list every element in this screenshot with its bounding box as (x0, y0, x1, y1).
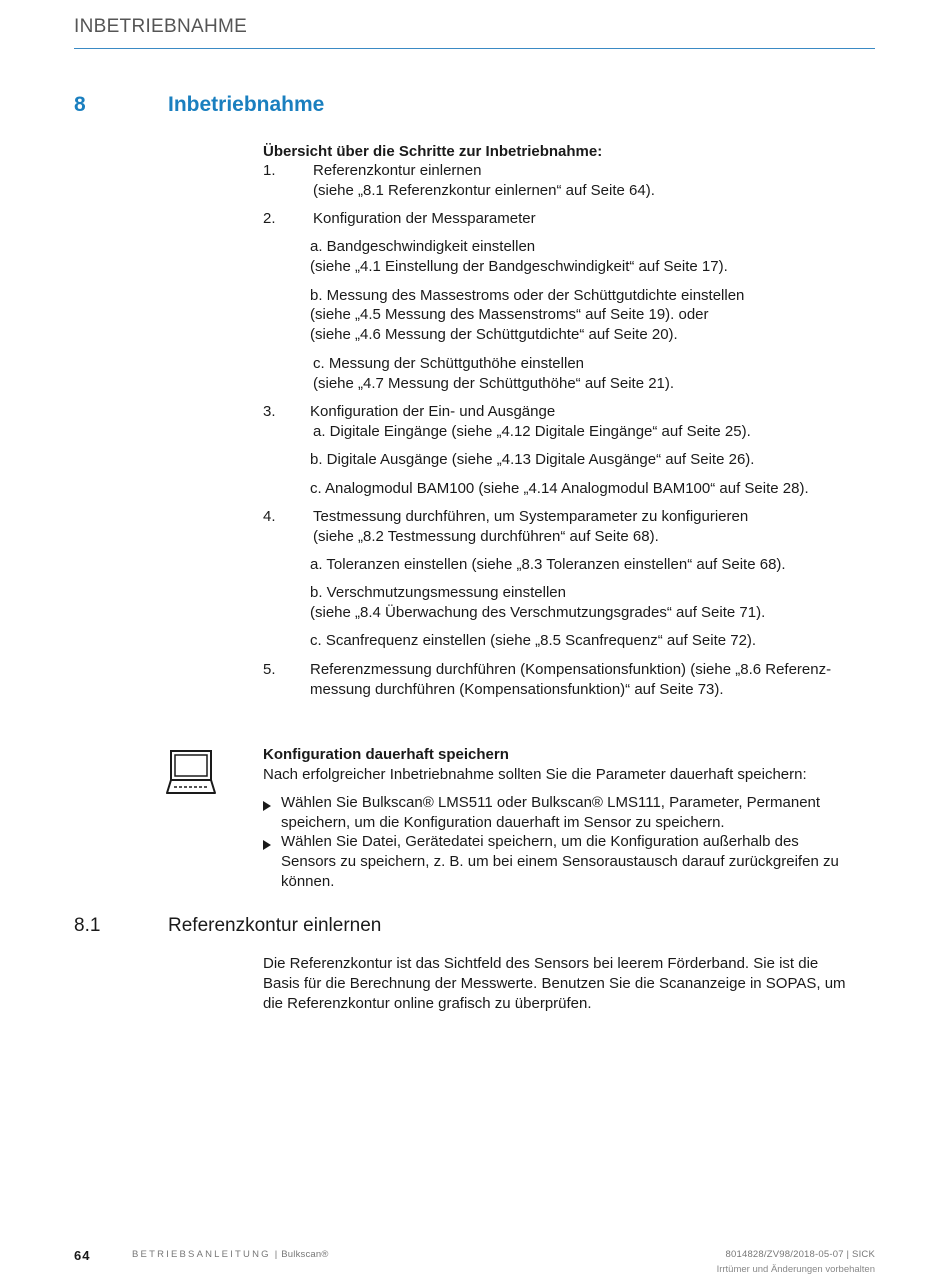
bullet-line: können. (281, 873, 335, 890)
step-line: Testmessung durchführen, um Systemparameter zu konfigurieren (313, 508, 749, 525)
header-rule (74, 48, 875, 49)
footer-product: Bulkscan® (281, 1249, 329, 1260)
paragraph-line: Basis für die Berechnung der Messwerte. Benutzen Sie die Scananzeige in SOPAS, um (263, 975, 846, 992)
page-number: 64 (74, 1248, 91, 1263)
running-header: INBETRIEBNAHME (74, 16, 248, 37)
substep-line: (siehe „4.7 Messung der Schüttguthöhe“ auf Seite 21). (313, 375, 675, 392)
step-line: Referenzmessung durchführen (Kompensationsfunktion) (siehe „8.6 Referenz- (310, 661, 832, 678)
step-number: 2. (263, 210, 276, 227)
step-line: (siehe „8.1 Referenzkontur einlernen“ auf Seite 64). (313, 182, 655, 199)
step-number: 3. (263, 403, 276, 420)
substep-line: c. Scanfrequenz einstellen (siehe „8.5 Scanfrequenz“ auf Seite 72). (310, 632, 757, 649)
step-number: 4. (263, 508, 276, 525)
laptop-icon (166, 749, 216, 797)
save-note-heading: Konfiguration dauerhaft speichern (263, 746, 509, 763)
save-note-intro: Nach erfolgreicher Inbetriebnahme sollten Sie die Parameter dauerhaft speichern: (263, 766, 807, 783)
overview-heading: Übersicht über die Schritte zur Inbetriebnahme: (263, 143, 603, 160)
footer-doc-type: BETRIEBSANLEITUNG (132, 1249, 271, 1260)
paragraph-line: Die Referenzkontur ist das Sichtfeld des Sensors bei leerem Förderband. Sie ist die (263, 955, 819, 972)
substep-line: b. Verschmutzungsmessung einstellen (310, 584, 566, 601)
substep-line: (siehe „8.4 Überwachung des Verschmutzungsgrades“ auf Seite 71). (310, 604, 766, 621)
footer-separator: | (274, 1249, 278, 1260)
step-line: Referenzkontur einlernen (313, 162, 482, 179)
footer-disclaimer: Irrtümer und Änderungen vorbehalten (716, 1264, 875, 1275)
substep-line: a. Toleranzen einstellen (siehe „8.3 Toleranzen einstellen“ auf Seite 68). (310, 556, 786, 573)
step-line: messung durchführen (Kompensationsfunktion)“ auf Seite 73). (310, 681, 724, 698)
footer-document-title (132, 1249, 329, 1260)
chapter-number: 8 (74, 93, 86, 116)
step-line: (siehe „8.2 Testmessung durchführen“ auf Seite 68). (313, 528, 659, 545)
bullet-arrow-icon (263, 837, 271, 855)
step-number: 1. (263, 162, 276, 179)
bullet-arrow-icon (263, 798, 271, 816)
section-title: Referenzkontur einlernen (168, 915, 382, 936)
step-number: 5. (263, 661, 276, 678)
substep-line: (siehe „4.5 Messung des Massenstroms“ auf Seite 19). oder (310, 306, 709, 323)
substep-line: b. Messung des Massestroms oder der Schüttgutdichte einstellen (310, 287, 745, 304)
footer-doc-id: 8014828/ZV98/2018-05-07 | SICK (725, 1249, 875, 1260)
bullet-line: Sensors zu speichern, z. B. um bei einem Sensoraustausch darauf zurückgreifen zu (281, 853, 839, 870)
substep-line: c. Analogmodul BAM100 (siehe „4.14 Analogmodul BAM100“ auf Seite 28). (310, 480, 809, 497)
substep-line: (siehe „4.1 Einstellung der Bandgeschwindigkeit“ auf Seite 17). (310, 258, 728, 275)
chapter-title: Inbetriebnahme (168, 93, 325, 116)
step-line: Konfiguration der Messparameter (313, 210, 536, 227)
substep-line: a. Bandgeschwindigkeit einstellen (310, 238, 536, 255)
substep-line: a. Digitale Eingänge (siehe „4.12 Digitale Eingänge“ auf Seite 25). (313, 423, 751, 440)
step-line: Konfiguration der Ein- und Ausgänge (310, 403, 556, 420)
substep-line: c. Messung der Schüttguthöhe einstellen (313, 355, 585, 372)
bullet-line: speichern, um die Konfiguration dauerhaft im Sensor zu speichern. (281, 814, 725, 831)
substep-line: (siehe „4.6 Messung der Schüttgutdichte“ auf Seite 20). (310, 326, 678, 343)
bullet-line: Wählen Sie Bulkscan® LMS511 oder Bulkscan® LMS111, Parameter, Permanent (281, 794, 821, 811)
substep-line: b. Digitale Ausgänge (siehe „4.13 Digitale Ausgänge“ auf Seite 26). (310, 451, 755, 468)
bullet-line: Wählen Sie Datei, Gerätedatei speichern, um die Konfiguration außerhalb des (281, 833, 799, 850)
paragraph-line: die Referenzkontur online grafisch zu überprüfen. (263, 995, 592, 1012)
section-number: 8.1 (74, 915, 101, 936)
